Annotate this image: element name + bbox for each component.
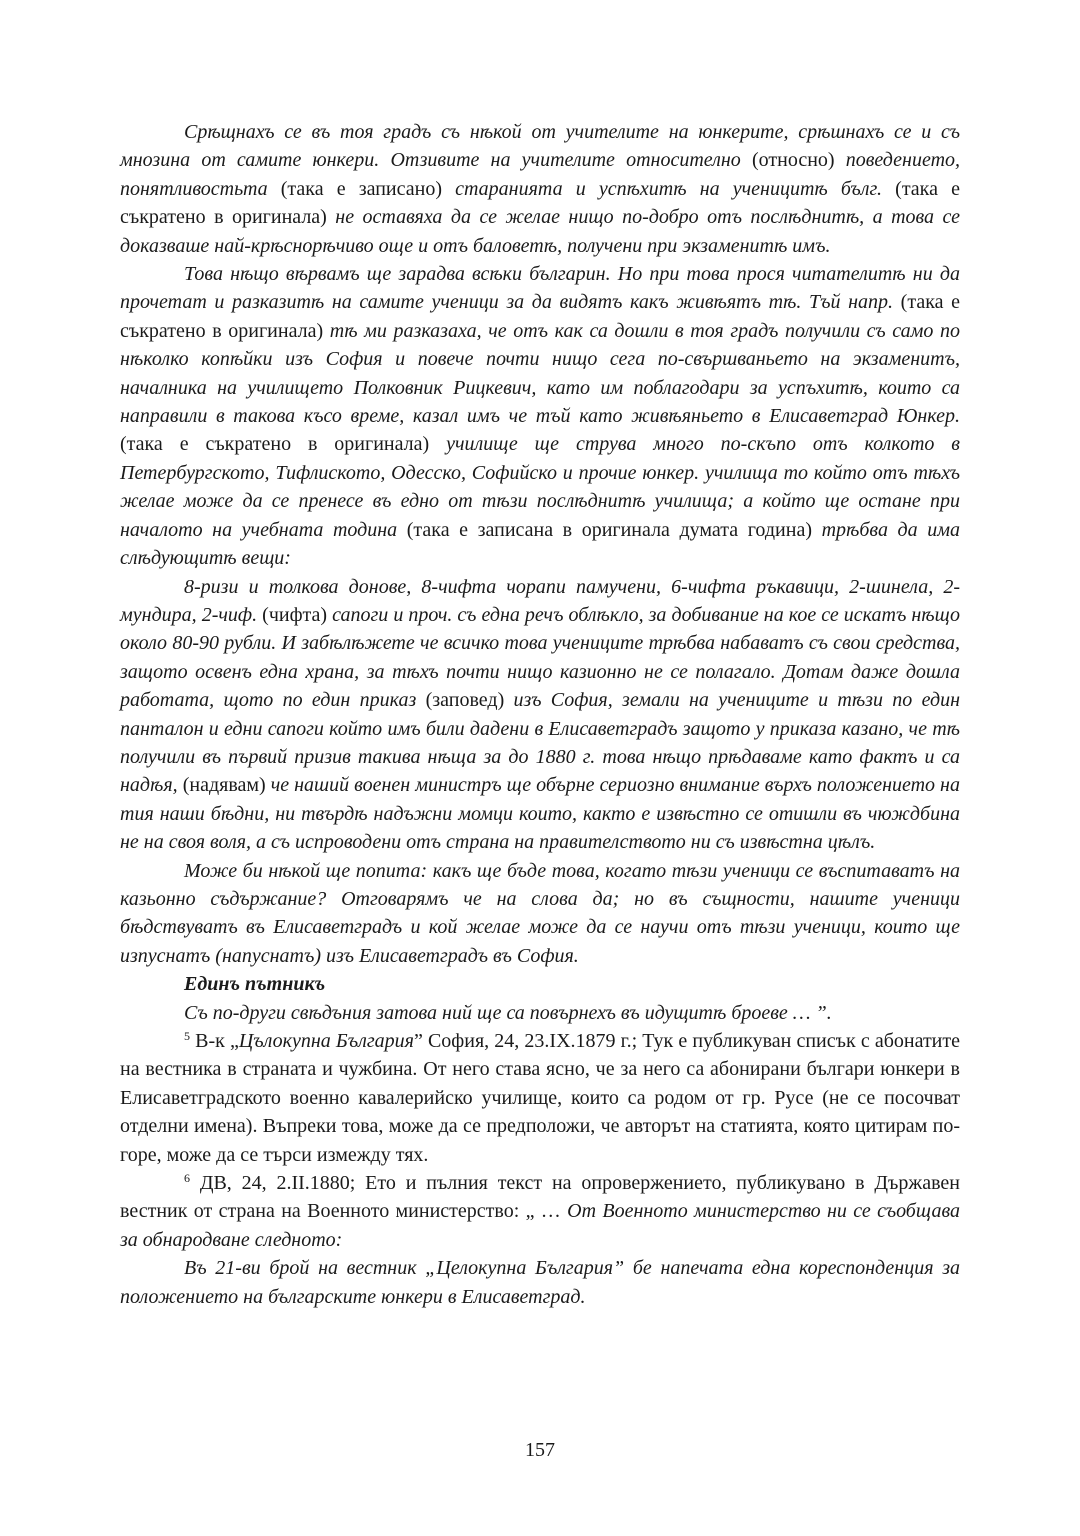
- plain-text: (така е записано): [267, 177, 456, 200]
- italic-text: 8-ризи и толкова донове, 8-чифта чорапи памучени, 6-чифта ръкавици, 2-шинела, 2-мундира, 2-чиф.: [120, 575, 960, 626]
- italic-text: не оставяха да се желае нищо по-добро отъ послѣднитѣ, а това се доказваше най-крѣснорѣчиво още и отъ баловетѣ, получени при экзаменитѣ имъ.: [120, 206, 960, 257]
- signature: Единъ пътникъ: [184, 973, 326, 996]
- footnote-5-lead: В-к „: [190, 1030, 239, 1052]
- closing-text: Съ по-други свѣдъния затова ний ще са повърнехъ въ идущитѣ броеве … ”.: [184, 1001, 832, 1024]
- plain-text: (заповед): [416, 689, 514, 712]
- paragraph-3: [120, 573, 960, 857]
- footnote-6-mark: 6: [184, 1171, 190, 1186]
- italic-text: изъ София, земали на учениците и тѣзи по един панталон и едни сапоги който имъ били дадени в Елисаветградъ защото у приказа казано, че тѣ получили въ първий призив такива нѣща за до 1880 г. това нѣщо прѣдаваме като фактъ и са надѣя,: [120, 689, 960, 797]
- italic-text: поведението, понятливостьта: [120, 149, 961, 200]
- plain-text: (относно): [740, 149, 846, 172]
- footnote-6-text: ДВ, 24, 2.II.1880; Ето и пълния текст на опровержението, публикувано в Държавен вестник от страна на Военното министерство: „ …: [120, 1172, 960, 1223]
- italic-text: Срѣщнахъ се въ тоя градъ съ нѣкой от учителите на юнкерите, срѣшнахъ се и съ мнозина от самите юнкери. Отзивите на учителите относително: [120, 121, 960, 172]
- italic-text: старанията и успѣхитѣ на ученицитѣ бълг.: [455, 177, 883, 200]
- paragraph-1: [120, 118, 960, 260]
- final-paragraph: [120, 1254, 960, 1311]
- italic-text: Това нѣщо вѣрвамъ ще зарадва всѣки българин. Но при това прося читателитѣ ни да прочетат и разказитѣ на самите ученици за да видятъ какъ живѣятъ тѣ. Тъй напр.: [120, 263, 960, 314]
- footnote-6-quote: От Военното министерство ни се съобщава за обнародване следното:: [120, 1200, 961, 1251]
- page-number: 157: [525, 1439, 555, 1461]
- plain-text: (така е съкратено в оригинала): [120, 177, 960, 229]
- footnote-5-text: ” София, 24, 23.IX.1879 г.; Тук е публикуван списък с абонатите на вестника в страната и чужбина. От него става ясно, че за него са абонирани българи юнкери в Елисаветградското военно кавалерийско училище, които са родом от гр. Русе (не се посочват отделни имена). Въпреки това, може да се предположи, че авторът на статията, която цитирам по-горе, може да се търси измежду тях.: [120, 1030, 961, 1166]
- plain-text: (така е съкратено в оригинала): [120, 291, 960, 342]
- footnote-5: [120, 1027, 960, 1169]
- italic-text: че наший военен министръ ще обърне сериозно внимание върхъ положението на тия наши бѣдни, ни твърдѣ надъжни момци които, както е извѣстно се отишли въ чюждбина не на своя воля, а съ испроводени отъ страна на правителството ни съ извѣстна цѣлъ.: [120, 774, 960, 854]
- paragraph-4: [120, 857, 960, 971]
- italic-text: сапоги и проч. съ една речъ облѣкло, за добивание на кое се искатъ нѣщо около 80-90 рубли. И забѣлѣжете че всичко това учениците трѣбва набаватъ съ свои средства, защото освенъ една храна, за тѣхъ почти нищо казионно не се полагало. Дотам даже дошла работата, щото по един приказ: [120, 603, 960, 712]
- plain-text: (така е съкратено в оригинала): [120, 433, 447, 456]
- main-text: [120, 118, 960, 1311]
- paragraph-2: [120, 260, 960, 572]
- final-paragraph-text: Въ 21-ви брой на вестник „Целокупна България” бе напечата една кореспонденция за положението на българските юнкери в Елисаветград.: [120, 1257, 960, 1308]
- italic-text: тѣ ми разказаха, че отъ как са дошли в тоя градъ получили съ само по нѣколко копѣйки изъ София и повече почти нищо сега по-свършваньето на экзаменитъ, началника на училището Полковник Рицкевич, като им поблагодари за успъхитѣ, които са направили в такова късо време, казал имъ че тъй като живѣяньето в Елисаветград Юнкер.: [120, 319, 960, 428]
- closing-line: [120, 999, 960, 1027]
- italic-text: Може би нѣкой ще попита: какъ ще бъде това, когато тѣзи ученици се въспитаватъ на казьонно съдържание? Отговарямъ че на слова да; но въ същности, нашите ученици бѣдствуватъ въ Елисаветградъ и кой желае може да се научи отъ тѣзи ученици, които ще изпуснатъ (напуснатъ) изъ Елисаветградъ въ София.: [120, 859, 960, 967]
- signature-line: [120, 970, 960, 998]
- plain-text: (надявам): [177, 774, 271, 797]
- plain-text: (така е записана в оригинала думата година): [397, 518, 822, 541]
- plain-text: (чифта): [257, 603, 333, 626]
- footnote-6: [120, 1169, 960, 1254]
- italic-text: трѣбва да има слѣдующитѣ вещи:: [120, 518, 960, 570]
- footnote-5-mark: 5: [184, 1029, 190, 1043]
- italic-text: училище ще струва много по-скъпо отъ колкото в Петербургското, Тифлиското, Одесско, Софийско и прочие юнкер. училища то който отъ тѣхъ желае може да се пренесе въ едно от тѣзи послѣднитѣ училища; а който ще остане при началото на учебната тодина: [120, 433, 960, 541]
- footnote-5-paper: Цълокупна България: [238, 1030, 414, 1052]
